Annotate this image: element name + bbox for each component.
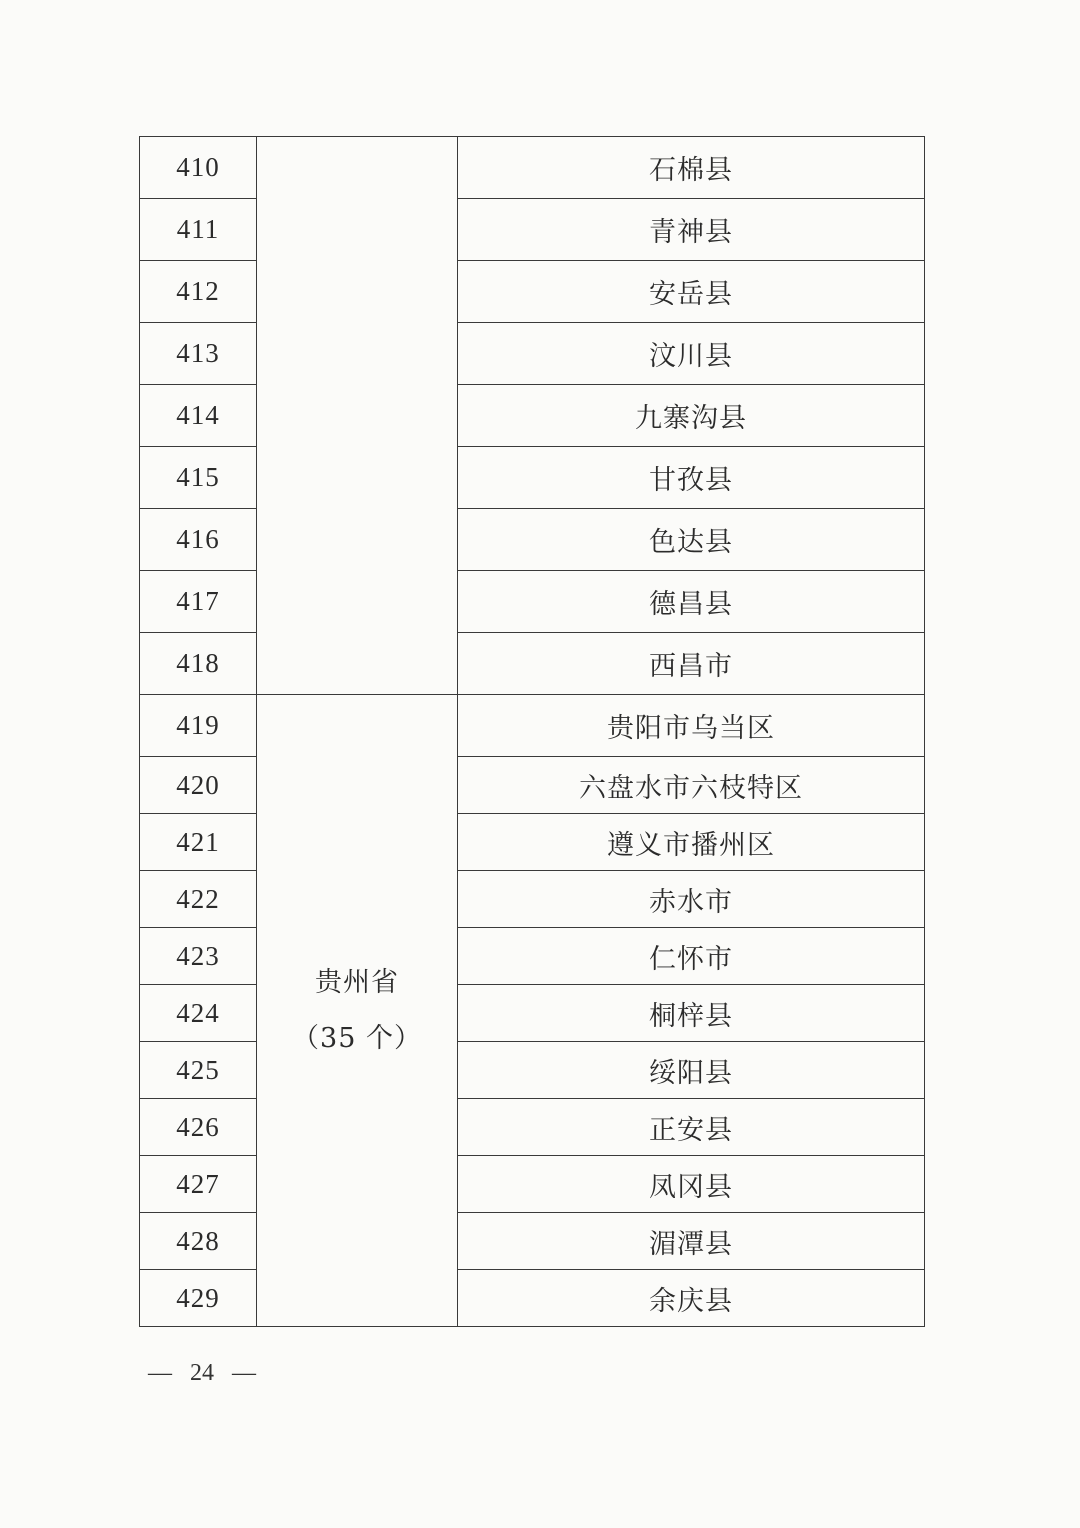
county-name: 赤水市 [458,871,925,928]
table-row [140,695,925,757]
row-number: 427 [140,1156,257,1213]
row-number: 410 [140,137,257,199]
row-number: 423 [140,928,257,985]
county-name: 石棉县 [458,137,925,199]
row-number: 428 [140,1213,257,1270]
row-number: 424 [140,985,257,1042]
county-name: 绥阳县 [458,1042,925,1099]
county-name: 湄潭县 [458,1213,925,1270]
county-name: 色达县 [458,509,925,571]
row-number: 411 [140,199,257,261]
table-row [140,137,925,199]
row-number: 416 [140,509,257,571]
row-number: 413 [140,323,257,385]
row-number: 412 [140,261,257,323]
row-number: 420 [140,757,257,814]
county-name: 安岳县 [458,261,925,323]
county-name: 余庆县 [458,1270,925,1327]
county-name: 仁怀市 [458,928,925,985]
county-name: 德昌县 [458,571,925,633]
county-name: 贵阳市乌当区 [458,695,925,757]
row-number: 414 [140,385,257,447]
county-name: 凤冈县 [458,1156,925,1213]
county-name: 六盘水市六枝特区 [458,757,925,814]
row-number: 426 [140,1099,257,1156]
county-name: 甘孜县 [458,447,925,509]
row-number: 425 [140,1042,257,1099]
footer-dash-left: — [148,1360,172,1386]
row-number: 417 [140,571,257,633]
county-name: 正安县 [458,1099,925,1156]
row-number: 421 [140,814,257,871]
footer-dash-right: — [232,1360,256,1386]
province-cell-sichuan [257,137,458,695]
row-number: 419 [140,695,257,757]
province-name: 贵州省 [315,966,399,998]
province-cell-guizhou [257,695,458,1327]
county-name: 九寨沟县 [458,385,925,447]
row-number: 418 [140,633,257,695]
page-number: 24 [190,1360,214,1386]
county-list-table [139,136,925,1327]
row-number: 429 [140,1270,257,1327]
county-name: 西昌市 [458,633,925,695]
province-count: （35 个） [292,1022,422,1054]
page-footer [148,1360,256,1387]
county-name: 汶川县 [458,323,925,385]
county-name: 遵义市播州区 [458,814,925,871]
county-name: 桐梓县 [458,985,925,1042]
county-name: 青神县 [458,199,925,261]
row-number: 422 [140,871,257,928]
row-number: 415 [140,447,257,509]
